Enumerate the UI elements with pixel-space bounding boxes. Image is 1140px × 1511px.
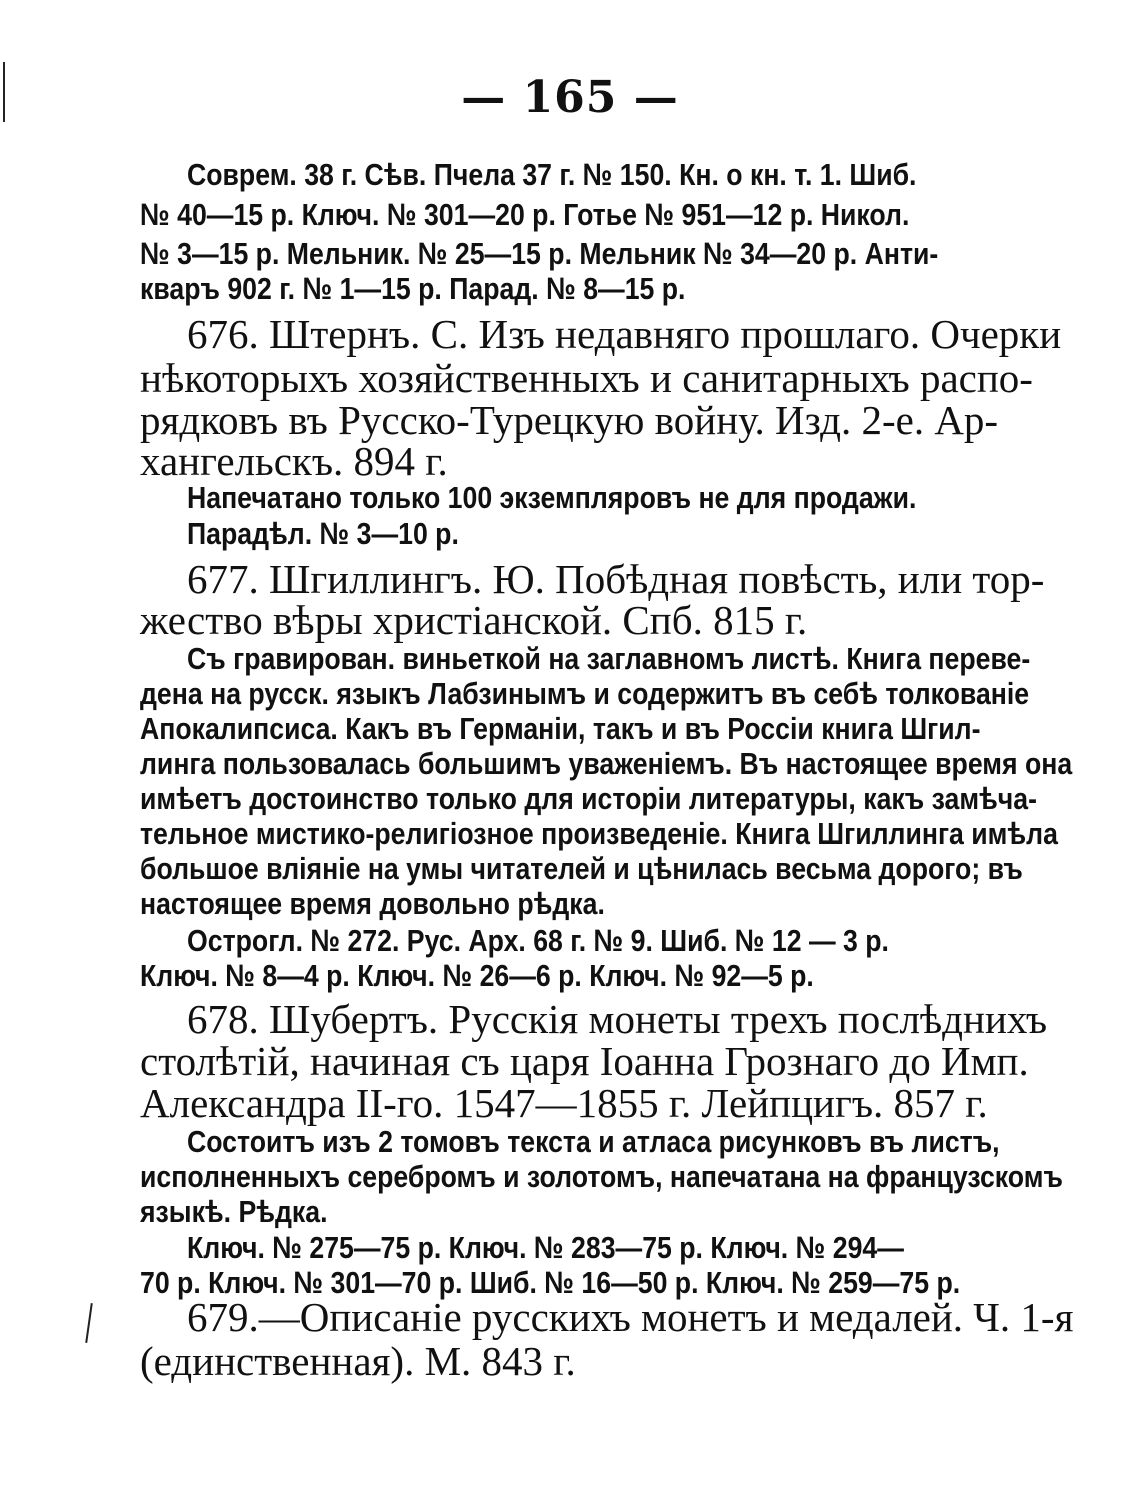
entry-678-note: языкѣ. Рѣдка. <box>140 1194 328 1229</box>
entry-678-price: 70 р. Ключ. № 301—70 р. Шиб. № 16—50 р. Ключ. № 259—75 р. <box>140 1265 961 1300</box>
entry-677-note: дена на русск. языкъ Лабзинымъ и содержитъ въ себѣ толкованіе <box>140 676 1030 711</box>
entry-677-price: Острогл. № 272. Рус. Арх. 68 г. № 9. Шиб. № 12 — 3 р. <box>187 923 889 958</box>
entry-678-note: исполненныхъ серебромъ и золотомъ, напечатана на французскомъ <box>140 1159 1063 1194</box>
entry-676-note: Напечатано только 100 экземпляровъ не для продажи. <box>187 480 917 515</box>
price-line: Соврем. 38 г. Сѣв. Пчела 37 г. № 150. Кн. о кн. т. 1. Шиб. <box>187 157 917 192</box>
price-line: № 40—15 р. Ключ. № 301—20 р. Готье № 951—12 р. Никол. <box>140 197 910 232</box>
entry-676-title: хангельскъ. 894 г. <box>140 438 448 484</box>
entry-678-price: Ключ. № 275—75 р. Ключ. № 283—75 р. Ключ. № 294— <box>187 1230 904 1265</box>
entry-679-title: (единственная). М. 843 г. <box>140 1338 576 1384</box>
entry-678-title: столѣтій, начиная съ царя Іоанна Грознаго до Имп. <box>140 1038 1029 1084</box>
entry-676-title: нѣкоторыхъ хозяйственныхъ и санитарныхъ распо- <box>140 355 1033 401</box>
entry-678-note: Состоитъ изъ 2 томовъ текста и атласа рисунковъ въ листъ, <box>187 1124 1000 1159</box>
entry-678-title: Александра II-го. 1547—1855 г. Лейпцигъ. 857 г. <box>140 1080 988 1126</box>
entry-676-title: 676. Штернъ. С. Изъ недавняго прошлаго. Очерки <box>187 311 1062 357</box>
entry-677-note: Апокалипсиса. Какъ въ Германіи, такъ и въ Россіи книга Шгил- <box>140 711 981 746</box>
entry-679-title: 679.—Описаніе русскихъ монетъ и медалей. Ч. 1-я <box>187 1294 1074 1340</box>
entry-677-title: жество вѣры христіанской. Спб. 815 г. <box>140 597 808 643</box>
entry-677-title: 677. Шгиллингъ. Ю. Побѣдная повѣсть, или тор- <box>187 556 1045 602</box>
entry-677-note: линга пользовалась большимъ уваженіемъ. Въ настоящее время она <box>140 746 1073 781</box>
scan-margin-mark <box>3 62 5 122</box>
entry-677-note: Съ гравирован. виньеткой на заглавномъ листѣ. Книга переве- <box>187 641 1031 676</box>
entry-676-title: рядковъ въ Русско-Турецкую войну. Изд. 2-е. Ар- <box>140 397 999 443</box>
scan-margin-mark <box>85 1303 93 1343</box>
entry-677-note: тельное мистико-религіозное произведеніе. Книга Шгиллинга имѣла <box>140 816 1058 851</box>
price-line: кваръ 902 г. № 1—15 р. Парад. № 8—15 р. <box>140 271 686 306</box>
entry-677-note: настоящее время довольно рѣдка. <box>140 886 605 921</box>
entry-676-price: Парадѣл. № 3—10 р. <box>187 516 459 551</box>
entry-677-note: имѣетъ достоинство только для исторіи литературы, какъ замѣча- <box>140 781 1037 816</box>
entry-677-price: Ключ. № 8—4 р. Ключ. № 26—6 р. Ключ. № 92—5 р. <box>140 958 814 993</box>
entry-677-note: большое вліяніе на умы читателей и цѣнилась весьма дорого; въ <box>140 851 1023 886</box>
page-number: — 165 — <box>461 72 679 123</box>
entry-678-title: 678. Шубертъ. Русскія монеты трехъ послѣднихъ <box>187 996 1048 1042</box>
price-line: № 3—15 р. Мельник. № 25—15 р. Мельник № 34—20 р. Анти- <box>140 236 939 271</box>
